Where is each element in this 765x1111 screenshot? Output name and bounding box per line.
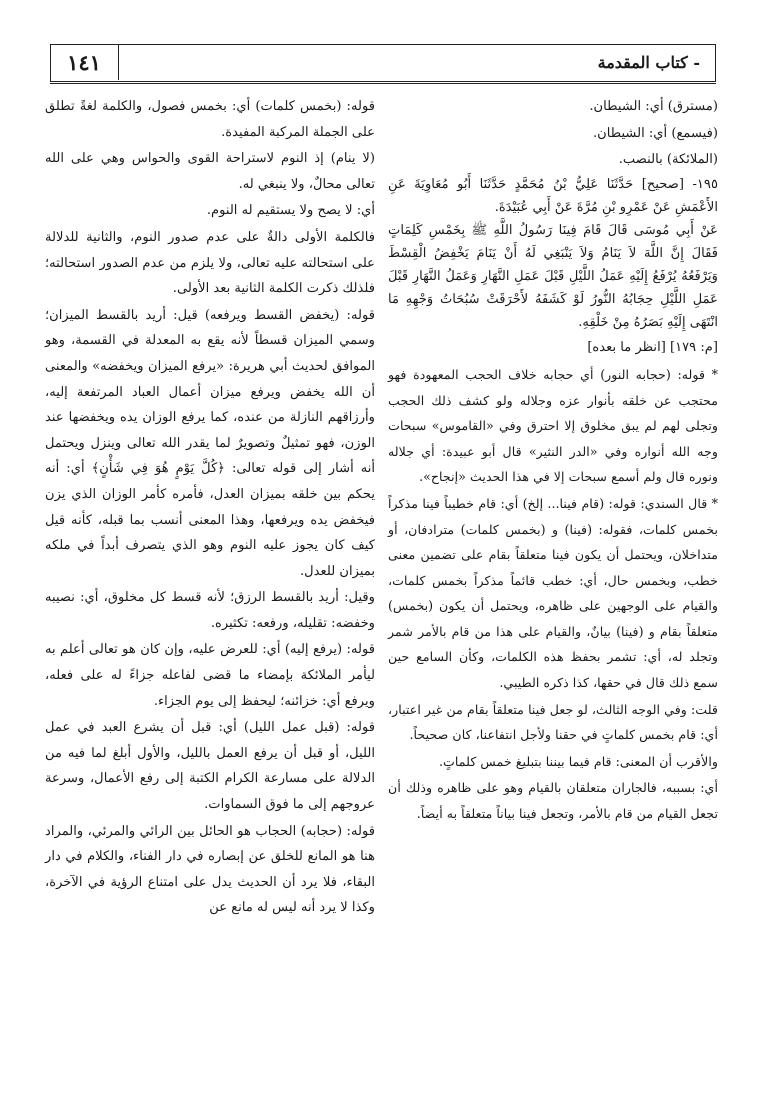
commentary-paragraph: والأقرب أن المعنى: قام فيما بيننا بتبليغ خمس كلماتٍ. (438, 753, 718, 769)
commentary-paragraph: قوله: (يرفع إليه) أي: للعرض عليه، وإن كان هو تعالى أعلم به ليأمر الملائكة بإمضاء ما قضى لفاعله جزاءً له على فعله، ويرفع أي: خزائنه؛ ليحفظ إلى يوم الجزاء. (45, 642, 375, 709)
hadith-reference: [م: ١٧٩] [انظر ما بعده] (587, 340, 718, 356)
commentary-paragraph: قوله: (يخفض القسط ويرفعه) قيل: أريد بالقسط الميزان؛ وسمي الميزان قسطاً لأنه يقع به المعدلة في القسمة، وهو الموافق لحديث أبي هريرة: «يرفع الميزان ويخفضه» والمعنى أن الله يخفض ويرفع ميزان أعمال العباد المرتفعة إليه، وأرزاقهم النازلة من عنده، كما يرفع الوزان يده ويخفضها عند الوزن، فهو تمثيلٌ وتصويرٌ لما يقدر الله تعالى وينزل ويحتمل أنه أشار إلى قوله تعالى: ﴿كُلَّ يَوْمٍ هُوَ فِي شَأْنٍ﴾ أي: أنه يحكم بين خلقه بميزان العدل، فأمره كأمر الوزان الذي يزن فيخفض يده ويرفعها، وهذا المعنى أنسب بما قبله، كأنه قيل كيف كان يجوز عليه النوم وهو الذي يتصرف أبداً في ملكه بميزان للعدل. (45, 307, 375, 579)
paragraph: (مسترق) أي: الشيطان. (589, 99, 718, 114)
commentary-paragraph: فالكلمة الأولى دالةٌ على عدم صدور النوم، والثانية للدلالة على استحالته عليه تعالى، ولا يلزم من عدم الصدور استحالته؛ فلذلك ذكرت الكلمة الثانية بعد الأولى. (45, 229, 375, 297)
commentary-paragraph: قوله: (قبل عمل الليل) أي: قبل أن يشرع العبد في عمل الليل، أو قبل أن يرفع العمل بالليل، والأول أبلغ لما فيه من الدلالة على مسارعة الكرام الكتبة إلى رفع الأعمال، وسرعة عروجهم إلى ما فوق السماوات. (45, 720, 375, 813)
commentary-paragraph: وقيل: أريد بالقسط الرزق؛ لأنه قسط كل مخلوق، أي: نصيبه وخفضه: تقليله، ورفعه: تكثيره. (45, 590, 375, 631)
commentary-paragraph: (لا ينام) إذ النوم لاستراحة القوى والحواس وهي على الله تعالى محالٌ، ولا ينبغي له. (45, 151, 375, 192)
commentary-paragraph: قوله: (حجابه) الحجاب هو الحائل بين الرائي والمرئي، والمراد هنا هو المانع للخلق عن إبصاره في دار الفناء، والكلام في دار البقاء، فلا يرد أن الحديث يدل على امتناع الرؤية في الآخرة، وكذا لا يرد أنه ليس له مانع عن (45, 823, 375, 916)
commentary-paragraph: أي: لا يصح ولا يستقيم له النوم. (206, 203, 375, 219)
right-column (388, 94, 718, 828)
hadith-matn: عَنْ أَبِي مُوسَى قَالَ قَامَ فِينَا رَسُولُ اللَّهِ ﷺ بِخَمْسِ كَلِمَاتٍ فَقَالَ إِنَّ اللَّهَ لاَ يَنَامُ وَلاَ يَنْبَغِي لَهُ أَنْ يَنَامَ يَخْفِضُ الْقِسْطَ وَيَرْفَعُهُ يُرْفَعُ إِلَيْهِ عَمَلُ اللَّيْلِ قَبْلَ عَمَلِ النَّهَارِ وَعَمَلُ النَّهَارِ قَبْلَ عَمَلِ اللَّيْلِ حِجَابُهُ النُّورُ لَوْ كَشَفَهُ لأَحْرَقَتْ سُبُحَاتُ وَجْهِهِ مَا انْتَهَى إِلَيْهِ بَصَرُهُ مِنْ خَلْقِهِ. (388, 223, 718, 330)
commentary-paragraph: قوله: (بخمس كلمات) أي: بخمس فصول، والكلمة لغةً تطلق على الجملة المركبة المفيدة. (45, 99, 375, 140)
commentary-paragraph: * قوله: (حجابه النور) أي حجابه خلاف الحجب المعهودة فهو محتجب عن خلقه بأنوار عزه وجلاله ولو كشف ذلك الحجب وتجلى لهم لم يبق مخلوق إلا احترق وفي «القاموس» سبحات وجه الله أنواره وفي «الدر النثير» قال أبو عبيدة: أي جلاله ونوره قال ولم أسمع سبحات إلا في هذا الحديث «إنجاح». (388, 366, 718, 485)
commentary-paragraph: قلت: وفي الوجه الثالث، لو جعل فينا متعلقاً بقام من غير اعتبار، أي: قام بخمس كلماتٍ في حقنا ولأجل انتفاعنا، كان صحيحاً. (388, 701, 718, 743)
hadith-isnad: ١٩٥- [صحيح] حَدَّثَنَا عَلِيُّ بْنُ مُحَمَّدٍ حَدَّثَنَا أَبُو مُعَاوِيَةَ عَنِ الأَعْمَشِ عَنْ عَمْرِو بْنِ مُرَّةَ عَنْ أَبِي عُبَيْدَةَ. (388, 176, 718, 215)
book-title: - كتاب المقدمة (597, 52, 700, 72)
header-rule (50, 83, 716, 84)
left-column (45, 94, 375, 922)
page-header (50, 44, 716, 86)
paragraph: (فيسمع) أي: الشيطان. (592, 125, 718, 141)
paragraph: (الملائكة) بالنصب. (618, 152, 718, 168)
commentary-paragraph: * قال السندي: قوله: (قام فينا... إلخ) أي: قام خطيباً فينا مذكراً بخمس كلمات، فقوله: (فينا) و (بخمس كلمات) مترادفان، أو متداخلان، ويحتمل أن يكون فينا متعلقاً بقام على تضمين معنى خطب، وبخمس حال، أي: خطب قائماً مذكراً بخمس كلمات، والقيام على الوجهين على ظاهره، ويحتمل أن يكون (بخمس) متعلقاً بقام و (فينا) بيانٌ، والقيام على هذا من قام بالأمر شمر وتجلد له، أي: تشمر بحفظ هذه الكلمات، وكأن السامع حين سمع ذلك قال في حقها، كذا ذكره الطيبي. (388, 495, 718, 691)
commentary-paragraph: أي: بسببه، فالجاران متعلقان بالقيام وهو على ظاهره وذلك أن تجعل القيام من قام بالأمر، وتجعل فينا بياناً متعلقاً به أيضاً. (388, 780, 718, 822)
page-number: ١٤١ (50, 44, 119, 80)
